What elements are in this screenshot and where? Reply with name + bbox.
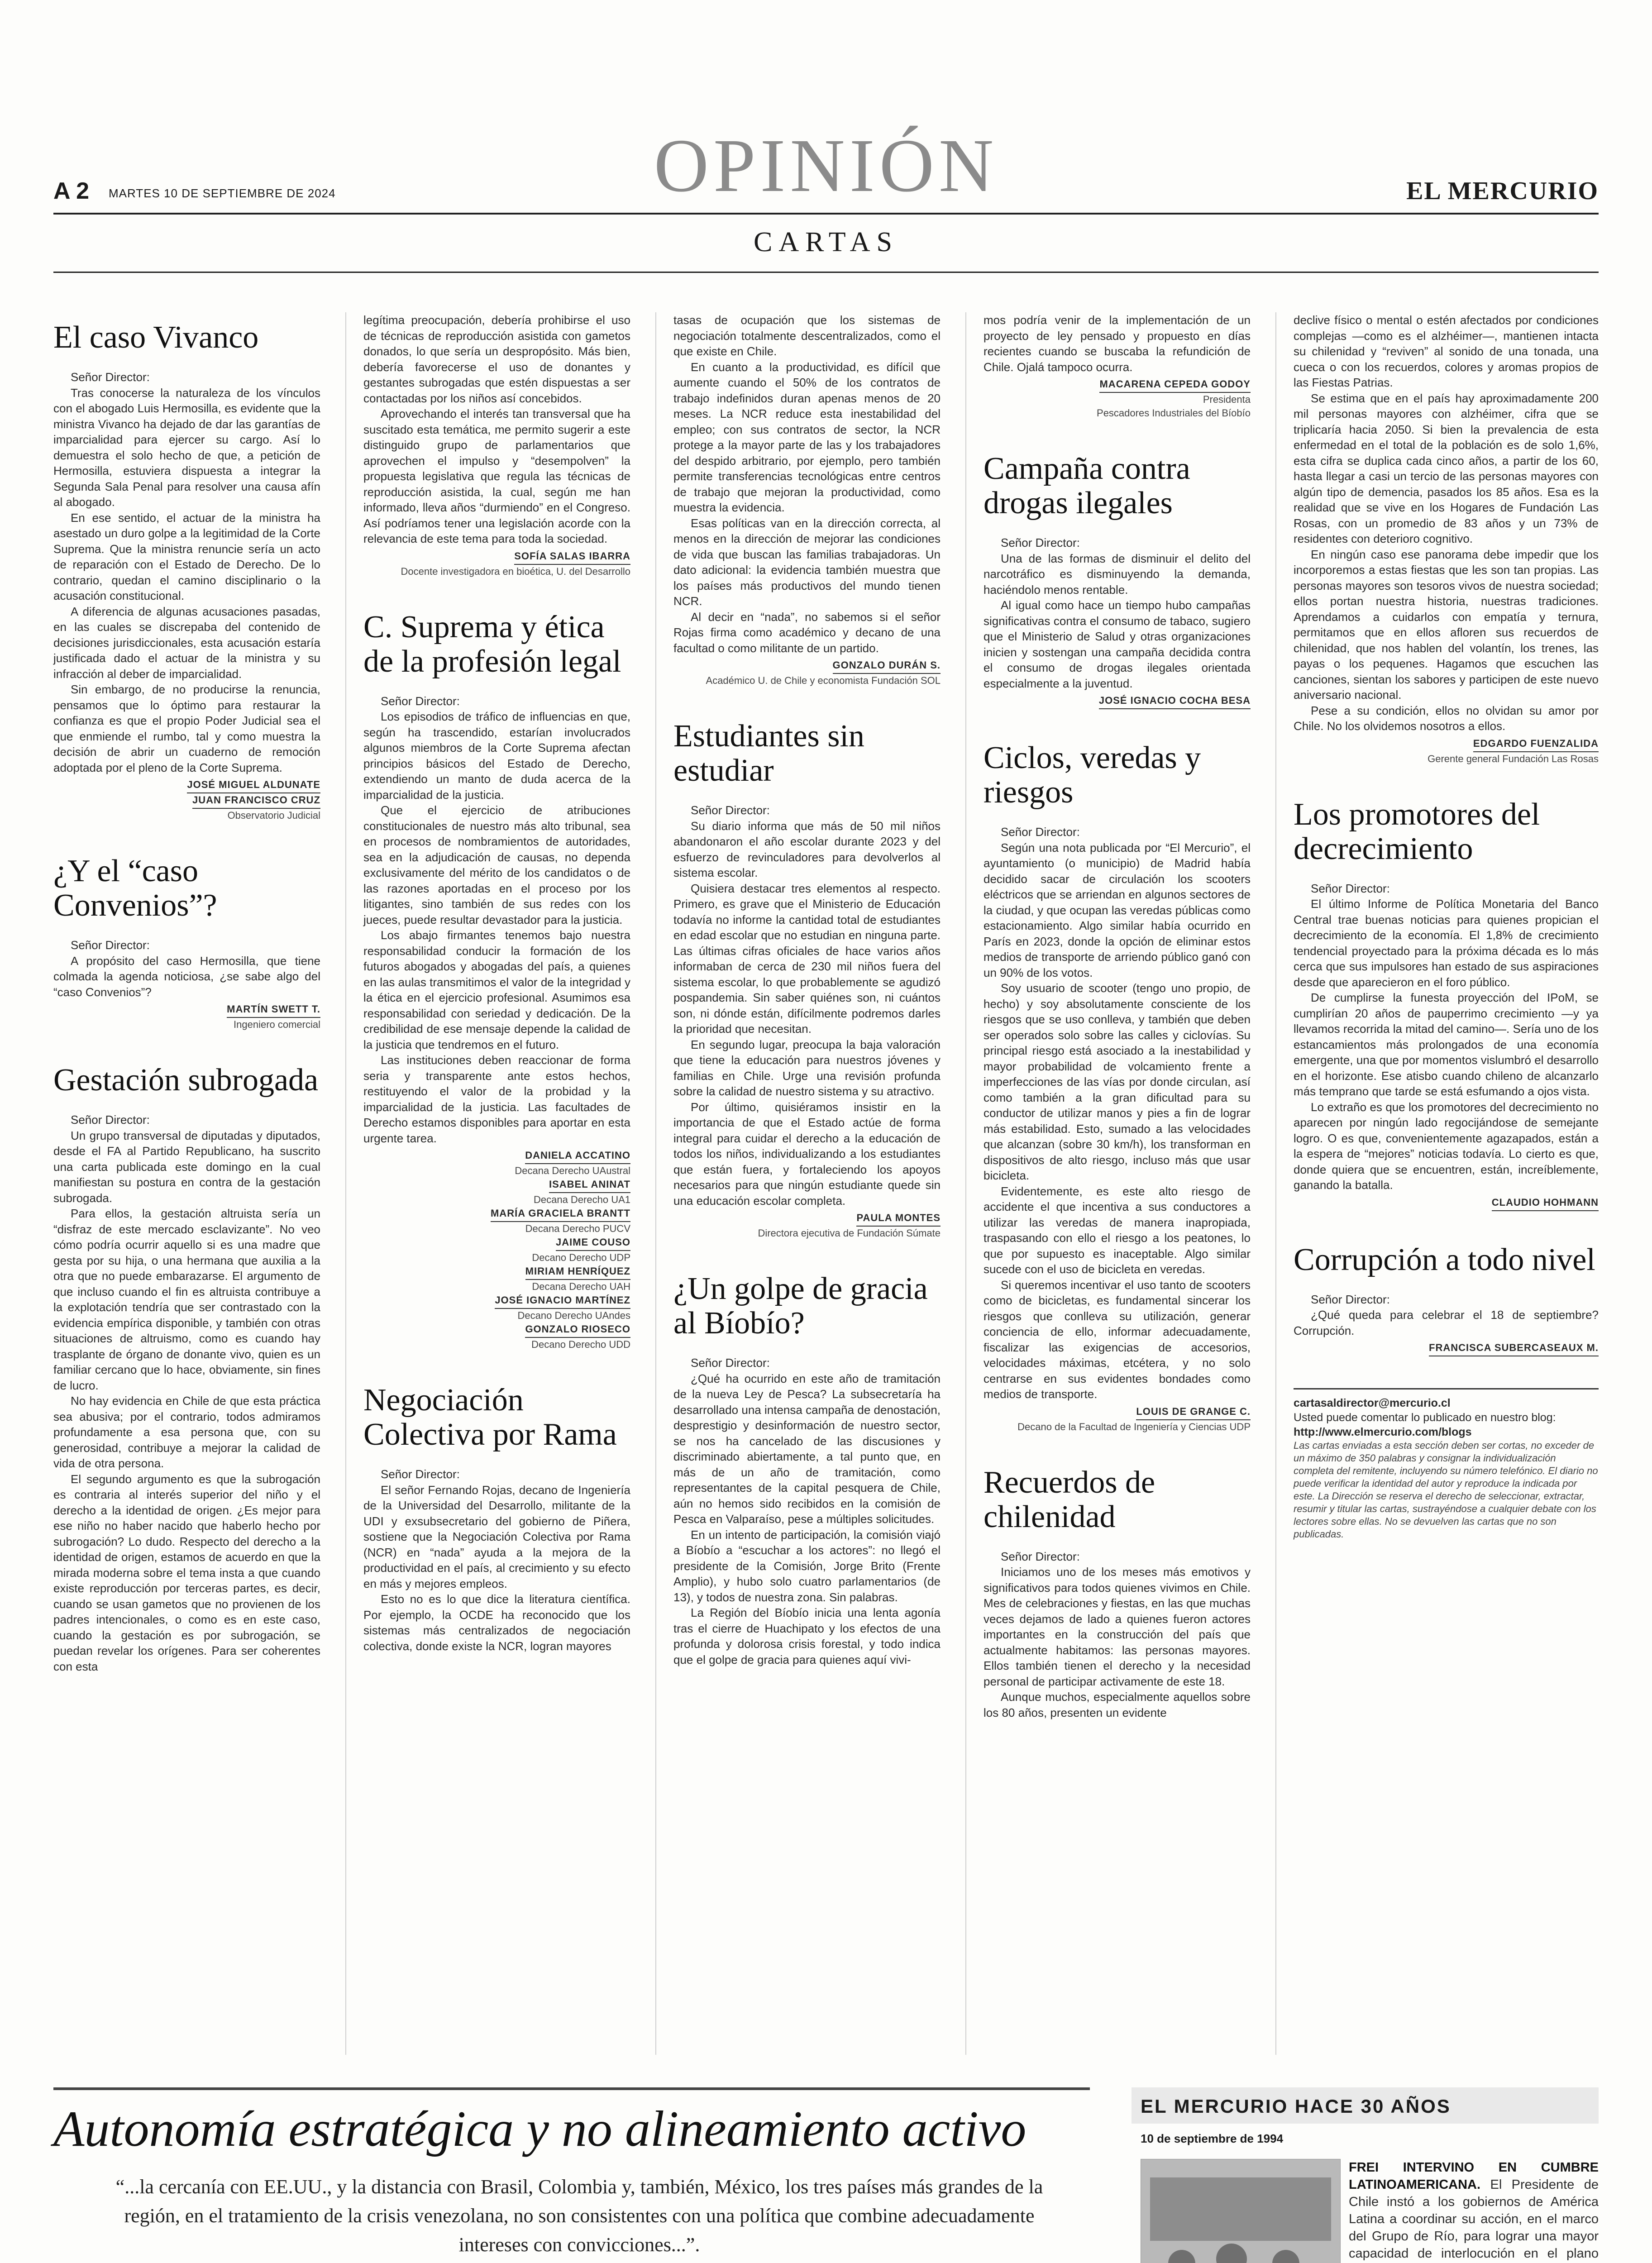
letter-paragraph: Los abajo firmantes tenemos bajo nuestra responsabilidad conducir la formación de los futuros abogados y abogadas del país, a quienes en las aulas transmitimos el valor de la integridad y la ética en el ejercicio profesional. Asumimos esa responsabilidad con seriedad y dedicación. De la credibilidad de ese mensaje depende la calidad de la justicia que tendremos en el futuro. bbox=[363, 928, 630, 1051]
signer-role: Decana Derecho UAH bbox=[532, 1281, 630, 1292]
letter-paragraph: Según una nota publicada por “El Mercurio”, el ayuntamiento (o municipio) de Madrid había decidido sacar de circulación los scooters eléctricos que se arriendan en algunos sectores de la ciudad, y que ocupan las veredas públicas como estacionamiento. Algo similar había ocurrido en París en 2023, donde la opción de eliminar estos medios de transporte de arriendo público ganó con un 90% de los votos. bbox=[984, 840, 1251, 979]
letters-column-1 bbox=[53, 312, 320, 1706]
signer-role: Decana Derecho UAustral bbox=[515, 1165, 630, 1176]
letter-recuerdos-continued bbox=[1294, 312, 1599, 766]
signer-name: FRANCISCA SUBERCASEAUX M. bbox=[1429, 1341, 1599, 1356]
letter-paragraph: La Región del Bíobío inicia una lenta agonía tras el cierre de Huachipato y los efectos de una profunda y dolorosa crisis forestal, y todo indica que el golpe de gracia para quienes aquí vivi- bbox=[673, 1606, 941, 1666]
letter-signature bbox=[1294, 737, 1599, 766]
letter-title: Gestación subrogada bbox=[53, 1063, 319, 1098]
history-30-title: EL MERCURIO HACE 30 AÑOS bbox=[1141, 2096, 1451, 2117]
signer-role: Observatorio Judicial bbox=[227, 810, 320, 821]
letter-salute: Señor Director: bbox=[71, 938, 150, 952]
history-30-header bbox=[1132, 2087, 1599, 2124]
signer-role: Decano de la Facultad de Ingeniería y Ciencias UDP bbox=[1017, 1421, 1251, 1432]
letter-title: C. Suprema y ética de la profesión legal bbox=[363, 609, 621, 679]
signer-name: LOUIS DE GRANGE C. bbox=[1136, 1405, 1251, 1420]
letter-paragraph: Sin embargo, de no producirse la renuncia, pensamos que lo óptimo para restaurar la confianza es que el propio Poder Judicial sea el que enmiende el rumbo, tal y como muestra la decisión de abrir un cuaderno de remoción adoptada por el pleno de la Corte Suprema. bbox=[53, 683, 320, 774]
letter-salute: Señor Director: bbox=[1001, 536, 1080, 549]
signer-role: Pescadores Industriales del Bíobío bbox=[1097, 407, 1251, 419]
signer-name: JAIME COUSO bbox=[556, 1236, 630, 1251]
signer-name: MARÍA GRACIELA BRANTT bbox=[491, 1207, 630, 1222]
letter-title: El caso Vivanco bbox=[53, 320, 259, 355]
letter-gestacion-continued bbox=[363, 312, 630, 578]
letter-salute: Señor Director: bbox=[1001, 825, 1080, 839]
letter-title: ¿Un golpe de gracia al Bíobío? bbox=[673, 1271, 928, 1341]
letter-paragraph: A diferencia de algunas acusaciones pasadas, en las cuales se discrepaba del contenido de decisiones jurisdiccionales, esta acusación estaría justificada dado el actuar de la ministra y su infracción al deber de imparcialidad. bbox=[53, 604, 320, 681]
letters-column-3 bbox=[673, 312, 941, 1699]
history-30-date: 10 de septiembre de 1994 bbox=[1141, 2132, 1284, 2145]
letter-signature-list bbox=[363, 1149, 630, 1351]
letter-estudiantes bbox=[673, 719, 941, 1240]
letter-drogas bbox=[984, 452, 1251, 709]
letter-paragraph: Pese a su condición, ellos no olvidan su amor por Chile. No los olvidemos nosotros a ellos. bbox=[1294, 703, 1599, 733]
letter-paragraph: Por último, quisiéramos insistir en la importancia de que el Estado actúe de forma integral para cuidar el derecho a la educación de todos los niños, individualizando a los estudiantes que están fuera, y fortaleciendo los apoyos necesarios para que ningún estudiante quede sin una educación escolar completa. bbox=[673, 1100, 941, 1208]
letter-paragraph: Si queremos incentivar el uso tanto de scooters como de bicicletas, es fundamental sincerar los riesgos que conlleva su utilización, generar conciencia de ello, informar adecuadamente, fiscalizar las exigencias de accesorios, velocidades máximas, etcétera, y no solo centrarse en sus evidentes bondades como medios de transporte. bbox=[984, 1278, 1251, 1401]
signer-role: Ingeniero comercial bbox=[234, 1019, 320, 1030]
column-divider bbox=[655, 312, 656, 2055]
letter-signature bbox=[1294, 1341, 1599, 1356]
subsection-rule bbox=[53, 272, 1599, 273]
letter-signature bbox=[363, 549, 630, 578]
signer-role: Gerente general Fundación Las Rosas bbox=[1428, 753, 1599, 764]
history-item-1 bbox=[1141, 2159, 1599, 2263]
letter-paragraph: Los episodios de tráfico de influencias en que, según ha trascendido, estarían involucrados algunos miembros de la Corte Suprema afectan principios básicos del Estado de Derecho, extendiendo un manto de duda acerca de la imparcialidad de la justicia. bbox=[363, 710, 630, 802]
letter-salute: Señor Director: bbox=[691, 1356, 770, 1370]
signer-name: JOSÉ IGNACIO MARTÍNEZ bbox=[495, 1294, 630, 1309]
letter-paragraph: En ningún caso ese panorama debe impedir que los incorporemos a estas fiestas que les son tan propias. Las personas mayores son tesoros vivos de nuestra sociedad; ellos portan nuestra historia, nuestras tradiciones. Aprendamos a cuidarlos con empatía y ternura, permitamos que en ellos afloren sus recuerdos de chilenidad, que nos hablen del volantín, los trenes, las payas o los pequenes. Hagamos que escuchen las canciones, sientan los sabores y participen de este nuevo aniversario nacional. bbox=[1294, 547, 1599, 702]
letter-paragraph: Esto no es lo que dice la literatura científica. Por ejemplo, la OCDE ha reconocido que los sistemas más centralizados de negociación colectiva, donde existe la NCR, logran mayores bbox=[363, 1592, 630, 1653]
column-top-rule bbox=[53, 2087, 1090, 2090]
subsection-title: CARTAS bbox=[754, 227, 898, 258]
signer-name: GONZALO DURÁN S. bbox=[833, 659, 941, 674]
signer-name: JUAN FRANCISCO CRUZ bbox=[192, 793, 320, 809]
letter-paragraph: Para ellos, la gestación altruista sería un “disfraz de este mercado esclavizante”. No veo cómo podría ocurrir aquello si es una madre que gesta por su hija, o una hermana que auxilia a la otra que no puede embarazarse. El argumento de que incluso cuando el fin es altruista contribuye a la explotación tendría que ser contrastado con la evidencia empírica disponible, y también con otras situaciones de altruismo, como es cuando hay trasplante de órgano de donante vivo, quien es un familiar cercano que lo hace, obviamente, sin fines de lucro. bbox=[53, 1207, 320, 1392]
letter-signature bbox=[984, 1405, 1251, 1434]
column-divider bbox=[965, 312, 966, 2055]
letter-salute: Señor Director: bbox=[381, 1467, 460, 1481]
letter-paragraph: Soy usuario de scooter (tengo uno propio, de hecho) y soy absolutamente consciente de los riesgos que se uso conlleva, y también que deben ser operados solo sobre las calles y ciclovías. Su principal riesgo está asociado a la inestabilidad y mayor probabilidad de volcamiento frente a imperfecciones de las vías por donde circulan, así como también a la gran dificultad para su conductor de utilizar manos y pies a fin de lograr más estabilidad. Esto, sumado a las velocidades que alcanzan (sobre 30 km/h), los transforman en dispositivos de alto riesgo, incluso más que usar bicicleta. bbox=[984, 981, 1251, 1182]
letter-paragraph: Las instituciones deben reaccionar de forma seria y transparente ante estos hechos, restituyendo el valor de la probidad y la imparcialidad de la justicia. Las facultades de Derecho estamos disponibles para aportar en esta urgente tarea. bbox=[363, 1053, 630, 1145]
letter-ciclos bbox=[984, 741, 1251, 1434]
letter-title: Los promotores del decrecimiento bbox=[1294, 797, 1540, 866]
letter-paragraph: legítima preocupación, debería prohibirse el uso de técnicas de reproducción asistida con gametos donados, lo que sería un despropósito. Más bien, debería favorecerse el uso de donantes y gestantes subrogadas que estén dispuestas a ser contactadas por los niños así concebidos. bbox=[363, 313, 630, 405]
page-date: MARTES 10 DE SEPTIEMBRE DE 2024 bbox=[109, 186, 336, 200]
letter-signature bbox=[53, 1003, 320, 1031]
letter-salute: Señor Director: bbox=[1311, 881, 1390, 895]
letter-suprema bbox=[363, 610, 630, 1352]
letter-salute: Señor Director: bbox=[1001, 1549, 1080, 1563]
letter-title: Negociación Colectiva por Rama bbox=[363, 1383, 617, 1452]
letter-signature bbox=[1294, 1196, 1599, 1211]
signer-name: EDGARDO FUENZALIDA bbox=[1473, 737, 1599, 752]
letters-column-5 bbox=[1294, 312, 1599, 1541]
letter-paragraph: tasas de ocupación que los sistemas de negociación totalmente descentralizados, como el que existe en Chile. bbox=[673, 313, 941, 358]
signer-name: GONZALO RIOSECO bbox=[525, 1322, 630, 1338]
letter-paragraph: El segundo argumento es que la subrogación es contraria al interés superior del niño y el derecho a la identidad de origen. ¿Es mejor para ese niño no haber nacido que haberlo hecho por subrogación? Lo dudo. Respecto del derecho a la identidad de origen, estamos de acuerdo en que la mirada moderna sobre el tema insta a que cuando existe reproducción por terceras partes, es decir, cuando se usan gametos que no provienen de los padres intencionales, o como es en este caso, cuando la gestación es por subrogación, se puedan revelar los orígenes. Para ser coherentes con esta bbox=[53, 1472, 320, 1673]
letters-column-2 bbox=[363, 312, 630, 1685]
letter-salute: Señor Director: bbox=[1311, 1292, 1390, 1306]
letter-paragraph: En cuanto a la productividad, es difícil que aumente cuando el 50% de los contratos de trabajo indefinidos duran apenas menos de 20 meses. La NCR reduce esta inestabilidad del empleo; con sus contratos de sector, la NCR protege a la mayor parte de las y los trabajadores del despido arbitrario, por ejemplo, pero también permite transferencias tecnológicas entre centros de trabajo que mejoran la productividad, como muestra la evidencia. bbox=[673, 360, 941, 514]
letter-paragraph: Su diario informa que más de 50 mil niños abandonaron el año escolar durante 2023 y del esfuerzo de revinculadores para devolverlos al sistema escolar. bbox=[673, 819, 941, 879]
column-divider bbox=[345, 312, 346, 2055]
letter-corrupcion bbox=[1294, 1243, 1599, 1357]
letter-signature bbox=[673, 1211, 941, 1240]
letter-paragraph: ¿Qué queda para celebrar el 18 de septiembre? Corrupción. bbox=[1294, 1308, 1599, 1337]
letter-paragraph: Al decir en “nada”, no sabemos si el señor Rojas firma como académico y decano de una facultad o como militante de un partido. bbox=[673, 610, 941, 655]
history-item-title: FREI INTERVINO EN CUMBRE LATINOAMERICANA. bbox=[1349, 2160, 1599, 2192]
letter-title: Recuerdos de chilenidad bbox=[984, 1465, 1155, 1534]
letter-biobio-continued bbox=[984, 312, 1251, 420]
letters-column-4 bbox=[984, 312, 1251, 1752]
letter-title: Corrupción a todo nivel bbox=[1294, 1242, 1595, 1277]
letter-paragraph: El último Informe de Política Monetaria del Banco Central trae buenas noticias para quienes propician el decrecimiento de la economía. El 1,8% de crecimiento tendencial proyectado para la próxima década es lo más cerca que sus impulsores han estado de sus aspiraciones desde que aparecieron en el foro público. bbox=[1294, 897, 1599, 989]
letter-paragraph: A propósito del caso Hermosilla, que tiene colmada la agenda noticiosa, ¿se sabe algo del “caso Convenios”? bbox=[53, 954, 320, 999]
signer-role: Decano Derecho UDP bbox=[532, 1252, 630, 1263]
letter-paragraph: Tras conocerse la naturaleza de los vínculos con el abogado Luis Hermosilla, es evidente que la ministra Vivanco ha dejado de dar las garantías de imparcialidad para ejercer su cargo. Así lo demuestra el solo hecho de que, a petición de Hermosilla, estuviera dispuesta a integrar la Segunda Sala Penal para resolver una causa afín al abogado. bbox=[53, 386, 320, 509]
letter-decrecimiento bbox=[1294, 797, 1599, 1211]
letter-paragraph: De cumplirse la funesta proyección del IPoM, se cumplirían 20 años de pauperrimo crecimiento —y ya llevamos recorrida la mitad del camino—. Sería uno de los estancamientos más prolongados de una economía emergente, una que por momentos vislumbró el desarrollo en el horizonte. Ese atisbo cuando chileno de alcanzarlo más temprano que tarde se está esfumando a ojos vista. bbox=[1294, 991, 1599, 1098]
column-title: Autonomía estratégica y no alineamiento activo bbox=[53, 2101, 1027, 2157]
signer-role: Académico U. de Chile y economista Fundación SOL bbox=[706, 675, 941, 686]
letter-title: Ciclos, veredas y riesgos bbox=[984, 740, 1201, 810]
contact-rules: Las cartas enviadas a esta sección deben ser cortas, no exceder de un máximo de 350 palabras y consignar la individualización completa del remitente, incluyendo su número telefónico. El diario no puede verificar la identidad del autor y reproduce la indicada por este. La Dirección se reserva el derecho de seleccionar, extractar, resumir y titular las cartas, sustrayéndose a cualquier debate con los lectores sobre ellas. No se devuelven las cartas que no son publicadas. bbox=[1294, 1440, 1598, 1540]
contact-box bbox=[1294, 1388, 1599, 1541]
signer-name: MARTÍN SWETT T. bbox=[227, 1003, 320, 1018]
letter-signature bbox=[984, 377, 1251, 420]
letter-paragraph: Lo extraño es que los promotores del decrecimiento no aparecen por ningún lado regocijándose de semejante logro. O es que, convenientemente agazapados, están a la espera de “mejores” noticias todavía. Lo cierto es que, donde quiera que se encuentren, están, increíblemente, ganando la batalla. bbox=[1294, 1100, 1599, 1192]
letter-paragraph: mos podría venir de la implementación de un proyecto de ley pensado y propuesto en días recientes cuando se buscaba la refundición de Chile. Ojalá tampoco ocurra. bbox=[984, 313, 1251, 374]
signer-name: JOSÉ IGNACIO COCHA BESA bbox=[1099, 694, 1251, 709]
header-rule bbox=[53, 213, 1599, 215]
letter-signature bbox=[673, 659, 941, 687]
letter-gestacion bbox=[53, 1063, 320, 1674]
contact-blog-note: Usted puede comentar lo publicado en nuestro blog: bbox=[1294, 1411, 1556, 1424]
letter-paragraph: Aprovechando el interés tan transversal que ha suscitado esta temática, me permito sugerir a este distinguido grupo de parlamentarios que aprovechen el impulso y “desempolven” la propuesta legislativa que regula las técnicas de reproducción asistida, la cual, según me han informado, lleva años “durmiendo” en el Congreso. Así podríamos tener una legislación acorde con la relevancia de este tema para toda la sociedad. bbox=[363, 407, 630, 545]
column-pull-quote: “...la cercanía con EE.UU., y la distancia con Brasil, Colombia y, también, México, los tres países más grandes de la región, en el tratamiento de la crisis venezolana, no son consistentes con una política que combine adecuadamente intereses con convicciones...”. bbox=[115, 2176, 1043, 2256]
signer-role: Directora ejecutiva de Fundación Súmate bbox=[758, 1227, 941, 1239]
letter-signature bbox=[53, 778, 320, 822]
letter-paragraph: Quisiera destacar tres elementos al respecto. Primero, es grave que el Ministerio de Educación todavía no informe la cantidad total de estudiantes en edad escolar que no estudian en ninguna parte. Las últimas cifras oficiales de hace varios años informaban de cerca de 230 mil niños fuera del sistema escolar, lo que probablemente se agudizó pospandemia. Sin saber quiénes son, ni cuántos son, ni dónde están, difícilmente podremos darles la prioridad que necesitan. bbox=[673, 881, 941, 1036]
signer-name: PAULA MONTES bbox=[856, 1211, 941, 1227]
signer-role: Decana Derecho PUCV bbox=[525, 1223, 630, 1234]
letter-salute: Señor Director: bbox=[381, 694, 460, 708]
letter-negociacion-continued bbox=[673, 312, 941, 687]
signer-name: SOFÍA SALAS IBARRA bbox=[514, 549, 630, 565]
letter-paragraph: ¿Qué ha ocurrido en este año de tramitación de la nueva Ley de Pesca? La subsecretaría ha desarrollado una intensa campaña de denostación, desprestigio y desinformación de nuestro sector, se nos ha cancelado de las discusiones y discriminado abiertamente, a tal punto que, en más de un año de tramitación, como representantes de la capital pesquera de Chile, aún no hemos sido recibidos en la comisión de Pesca en Valparaíso, pese a múltiples solicitudes. bbox=[673, 1371, 941, 1526]
letter-title: Estudiantes sin estudiar bbox=[673, 719, 864, 788]
signer-name: ISABEL ANINAT bbox=[549, 1178, 630, 1193]
letter-paragraph: Esas políticas van en la dirección correcta, al menos en la dirección de mejorar las condiciones de vida que buscan las familias trabajadoras. Un dato adicional: la evidencia también muestra que los países más productivos del mundo tienen NCR. bbox=[673, 516, 941, 608]
letter-convenios bbox=[53, 854, 320, 1031]
letter-paragraph: No hay evidencia en Chile de que esta práctica sea abusiva; por el contrario, todos admiramos profundamente a esa persona que, con su generosidad, contribuye a mejorar la calidad de vida de otra persona. bbox=[53, 1394, 320, 1470]
letter-paragraph: En un intento de participación, la comisión viajó a Bíobío a “escuchar a los actores”: no llegó el presidente de la Comisión, Jorge Brito (Frente Amplio), y hubo solo cuatro parlamentarios (de 13), y todos de nuestra zona. Sin palabras. bbox=[673, 1528, 941, 1604]
page-number: A 2 bbox=[53, 178, 89, 204]
letter-paragraph: En segundo lugar, preocupa la baja valoración que tiene la educación para nuestros jóvenes y familias en Chile. Urge una revisión profunda sobre la calidad de nuestro sistema y su atractivo. bbox=[673, 1037, 941, 1098]
letter-vivanco bbox=[53, 320, 320, 822]
column-divider bbox=[1275, 312, 1276, 2055]
letter-paragraph: El señor Fernando Rojas, decano de Ingeniería de la Universidad del Desarrollo, militante de la UDI y exsubsecretario del gobierno de Piñera, sostiene que la Negociación Colectiva por Rama (NCR) en “nada” ayuda a la mejora de la productividad en el país, al crecimiento y su efecto en más y mejores empleos. bbox=[363, 1483, 630, 1590]
letter-paragraph: Evidentemente, es este alto riesgo de accidente el que incentiva a sus conductores a utilizar las veredas de manera inapropiada, traspasando con ello el riesgo a los peatones, lo que por supuesto es inaceptable. Algo similar sucede con el uso de bicicleta en veredas. bbox=[984, 1184, 1251, 1276]
letter-biobio bbox=[673, 1272, 941, 1667]
letter-paragraph: En ese sentido, el actuar de la ministra ha asestado un duro golpe a la legitimidad de la Corte Suprema. Que la ministra renuncie sería un acto de reparación con el Estado de Derecho. De lo contrario, quedan el camino disciplinario o la acusación constitucional. bbox=[53, 511, 320, 602]
letter-salute: Señor Director: bbox=[71, 370, 150, 384]
history-item-text: El Presidente de Chile instó a los gobiernos de América Latina a coordinar su acción, en el marco del Grupo de Río, para lograr una mayor capacidad de interlocución en el plano bbox=[1349, 2177, 1599, 2261]
letter-salute: Señor Director: bbox=[691, 803, 770, 817]
letter-paragraph: Al igual como hace un tiempo hubo campañas significativas contra el consumo de tabaco, sugiero que el Ministerio de Salud y otras organizaciones inicien y sostengan una campaña decidida contra el consumo de drogas ilegales orientada especialmente a la juventud. bbox=[984, 598, 1251, 690]
signer-name: JOSÉ MIGUEL ALDUNATE bbox=[187, 778, 320, 793]
letter-salute: Señor Director: bbox=[71, 1113, 150, 1127]
signer-role: Docente investigadora en bioética, U. del Desarrollo bbox=[401, 565, 630, 577]
letter-negociacion bbox=[363, 1383, 630, 1654]
signer-role: Presidenta bbox=[1203, 394, 1251, 405]
letter-paragraph: declive físico o mental o estén afectados por condiciones complejas —como es el alzhéimer—, mantienen intacta su chilenidad y “reviven” al sonido de una tonada, una cueca o con los recuerdos, colores y aromas propios de las Fiestas Patrias. bbox=[1294, 313, 1599, 389]
letter-paragraph: Que el ejercicio de atribuciones constitucionales de nuestro más alto tribunal, sea en procesos de nombramientos de autoridades, sea en la adjudicación de causas, no dependa exclusivamente del mérito de los candidatos o de las razones aportadas en el proceso por los litigantes, sino también de sus redes con los jueces, puede resultar devastador para la justicia. bbox=[363, 803, 630, 926]
brand-logo[interactable]: EL MERCURIO bbox=[1406, 177, 1599, 205]
signer-name: MIRIAM HENRÍQUEZ bbox=[525, 1265, 630, 1280]
letter-paragraph: Aunque muchos, especialmente aquellos sobre los 80 años, presenten un evidente bbox=[984, 1690, 1251, 1719]
letter-signature bbox=[984, 694, 1251, 709]
signer-role: Decano Derecho UAndes bbox=[517, 1310, 630, 1321]
letter-title: Campaña contra drogas ilegales bbox=[984, 451, 1190, 520]
signer-name: MACARENA CEPEDA GODOY bbox=[1099, 377, 1251, 393]
letter-recuerdos bbox=[984, 1466, 1251, 1721]
signer-role: Decano Derecho UDD bbox=[531, 1339, 630, 1350]
letter-paragraph: Una de las formas de disminuir el delito del narcotráfico es disminuyendo la demanda, haciéndolo menos rentable. bbox=[984, 551, 1251, 597]
contact-blog-link[interactable]: http://www.elmercurio.com/blogs bbox=[1294, 1426, 1472, 1438]
letter-title: ¿Y el “caso Convenios”? bbox=[53, 854, 217, 923]
letter-paragraph: Se estima que en el país hay aproximadamente 200 mil personas mayores con alzhéimer, cifra que se triplicaría hacia 2050. Si bien la prevalencia de esta enfermedad en el total de la población es de solo 1,6%, esta cifra se duplica cada cinco años, a partir de los 60, hasta llegar a casi un tercio de las personas mayores con algún tipo de demencia, pasados los 85 años. Esa es la realidad que se vive en los Hogares de Fundación Las Rosas, con un promedio de 83 años y un 73% de residentes con deterioro cognitivo. bbox=[1294, 391, 1599, 545]
signer-name: CLAUDIO HOHMANN bbox=[1492, 1196, 1599, 1211]
letter-paragraph: Un grupo transversal de diputadas y diputados, desde el FA al Partido Republicano, ha suscrito una carta publicada este domingo en la cual manifiestan su postura en contra de la gestación subrogada. bbox=[53, 1128, 320, 1205]
letter-paragraph: Iniciamos uno de los meses más emotivos y significativos para todos quienes vivimos en Chile. Mes de celebraciones y fiestas, en las que muchas veces dejamos de lado a quienes fueron actores importantes en la construcción del país que actualmente habitamos: las personas mayores. Ellos también tienen el derecho y la necesidad personal de participar activamente de este 18. bbox=[984, 1565, 1251, 1688]
section-title: OPINIÓN bbox=[654, 124, 998, 208]
signer-name: DANIELA ACCATINO bbox=[525, 1149, 630, 1164]
signer-role: Decana Derecho UA1 bbox=[533, 1194, 630, 1205]
contact-email[interactable]: cartasaldirector@mercurio.cl bbox=[1294, 1397, 1451, 1409]
